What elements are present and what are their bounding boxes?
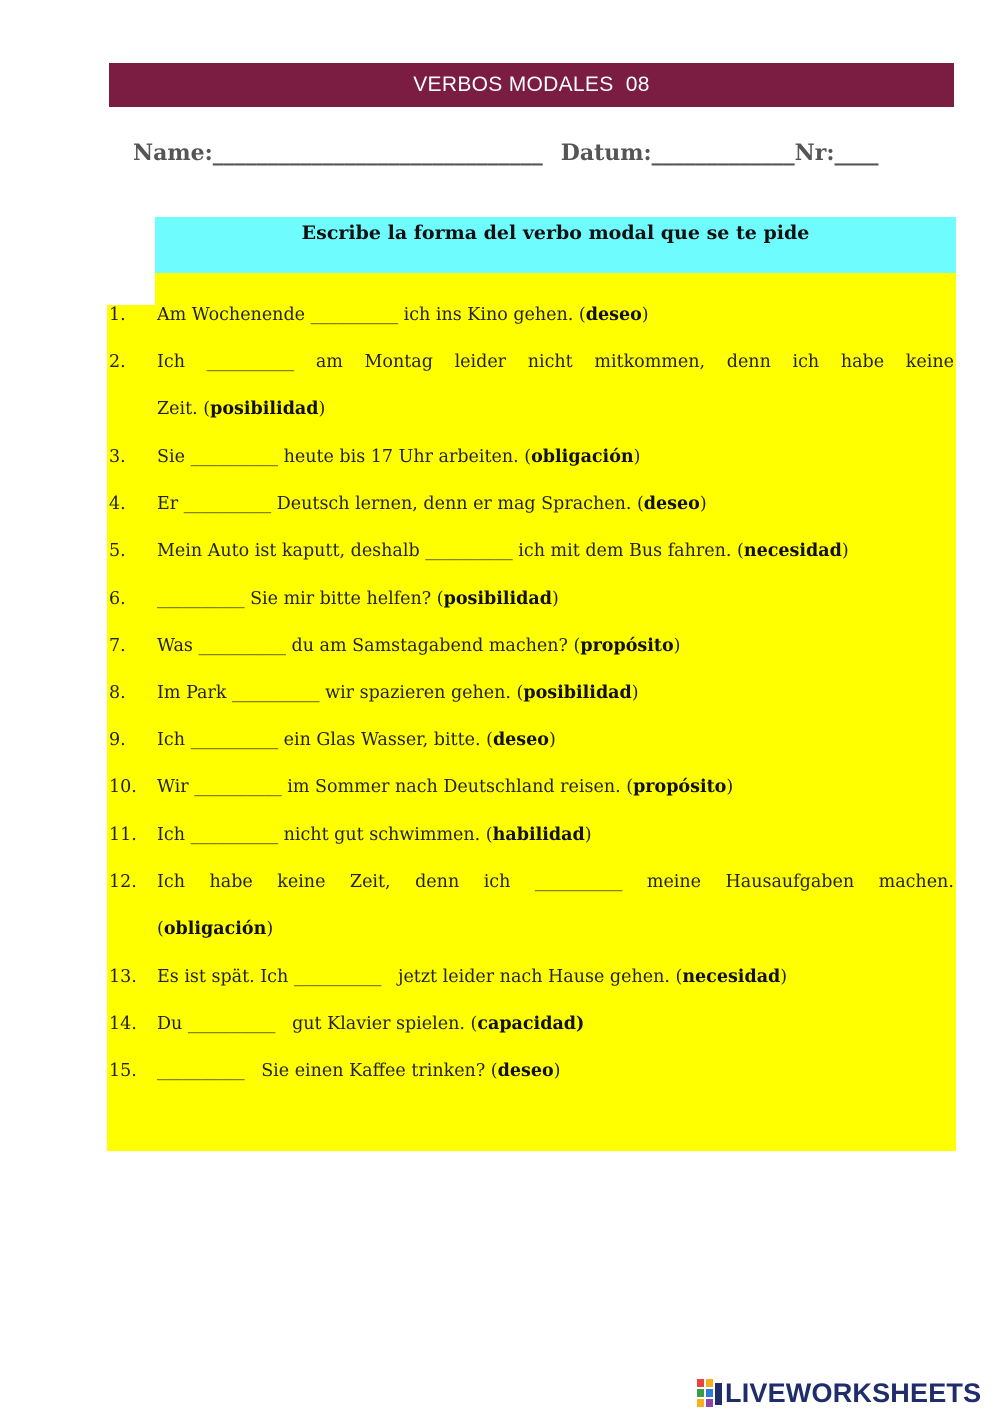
sentence-word: meine bbox=[646, 872, 702, 892]
answer-blank[interactable]: __________ bbox=[232, 683, 320, 703]
exercise-number: 12. bbox=[109, 872, 137, 892]
sentence-start: Ich bbox=[157, 825, 191, 845]
exercise-number: 4. bbox=[109, 494, 126, 514]
hint-word: habilidad bbox=[492, 825, 585, 845]
exercise-number: 9. bbox=[109, 730, 126, 750]
sentence-word: Hausaufgaben bbox=[725, 872, 855, 892]
sentence-end: wir spazieren gehen. ( bbox=[319, 683, 524, 703]
sentence-word: ich bbox=[483, 872, 511, 892]
exercise-number: 10. bbox=[109, 777, 137, 797]
hint-word: propósito bbox=[580, 636, 674, 656]
exercise-number: 6. bbox=[109, 589, 126, 609]
sentence-word: mitkommen, bbox=[594, 352, 706, 372]
sentence-close: ) bbox=[673, 636, 681, 656]
worksheet-title bbox=[109, 63, 954, 107]
sentence-end: du am Samstagabend machen? ( bbox=[285, 636, 581, 656]
exercise-sentence bbox=[157, 447, 954, 467]
sentence-close: ) bbox=[553, 1061, 561, 1081]
instruction-box bbox=[155, 217, 956, 273]
sentence-end: im Sommer nach Deutschland reisen. ( bbox=[281, 777, 634, 797]
answer-blank[interactable]: __________ bbox=[310, 305, 399, 325]
sentence-end: jetzt leider nach Hause gehen. ( bbox=[381, 967, 683, 987]
exercise-number: 1. bbox=[109, 305, 126, 325]
sentence-word: Zeit, bbox=[349, 872, 391, 892]
sentence-word: am bbox=[315, 352, 343, 372]
exercise-sentence bbox=[157, 730, 954, 750]
exercise-number: 13. bbox=[109, 967, 137, 987]
date-field[interactable]: _____________ bbox=[651, 140, 795, 166]
exercise-sentence bbox=[157, 589, 954, 609]
nr-field[interactable]: ____ bbox=[834, 140, 879, 166]
sentence-word: machen. bbox=[878, 872, 954, 892]
exercise-sentence bbox=[157, 541, 954, 561]
exercise-sentence bbox=[157, 967, 954, 987]
student-info-line bbox=[133, 140, 948, 170]
sentence-close: ) bbox=[266, 919, 274, 939]
hint-word: posibilidad bbox=[210, 399, 319, 419]
sentence-word: keine bbox=[277, 872, 326, 892]
answer-blank[interactable]: __________ bbox=[190, 825, 279, 845]
answer-blank[interactable]: __________ bbox=[425, 541, 513, 561]
answer-blank[interactable]: __________ bbox=[187, 1014, 276, 1034]
sentence-close: ) bbox=[584, 825, 592, 845]
answer-blank[interactable]: __________ bbox=[157, 1061, 245, 1081]
sentence-word: denn bbox=[415, 872, 460, 892]
exercise-number: 11. bbox=[109, 825, 137, 845]
liveworksheets-logo-text: LIVEWORKSHEETS bbox=[725, 1377, 982, 1408]
hint-word: deseo bbox=[497, 1061, 554, 1081]
exercise-number: 15. bbox=[109, 1061, 137, 1081]
hint-word: posibilidad bbox=[443, 589, 552, 609]
sentence-close: ) bbox=[726, 777, 734, 797]
exercise-sentence bbox=[157, 494, 954, 514]
exercise-sentence bbox=[157, 872, 954, 892]
sentence-start: Was bbox=[157, 636, 199, 656]
exercise-number: 5. bbox=[109, 541, 126, 561]
answer-blank[interactable]: __________ bbox=[183, 494, 272, 514]
exercise-sentence-continued bbox=[157, 919, 273, 939]
sentence-word: habe bbox=[840, 352, 885, 372]
exercise-sentence bbox=[157, 777, 954, 797]
sentence-end: nicht gut schwimmen. ( bbox=[278, 825, 493, 845]
answer-blank[interactable]: __________ bbox=[194, 777, 282, 797]
hint-word: deseo bbox=[492, 730, 549, 750]
answer-blank[interactable]: __________ bbox=[293, 967, 382, 987]
hint-word: necesidad bbox=[743, 541, 842, 561]
answer-blank[interactable]: __________ bbox=[190, 447, 279, 467]
date-label: Datum: bbox=[560, 140, 652, 166]
hint-word: propósito bbox=[633, 777, 727, 797]
name-label: Name: bbox=[133, 140, 213, 166]
answer-blank[interactable]: __________ bbox=[534, 872, 623, 892]
name-field[interactable]: ______________________________ bbox=[212, 140, 543, 166]
sentence-start: Im Park bbox=[157, 683, 233, 703]
exercise-number: 14. bbox=[109, 1014, 137, 1034]
exercise-number: 8. bbox=[109, 683, 126, 703]
exercise-sentence bbox=[157, 1061, 954, 1081]
instruction-text: Escribe la forma del verbo modal que se te pide bbox=[301, 222, 810, 244]
exercise-number: 7. bbox=[109, 636, 126, 656]
sentence-close: ) bbox=[631, 683, 639, 703]
liveworksheets-logo-icon bbox=[697, 1379, 723, 1407]
sentence-start: Es ist spät. Ich bbox=[157, 967, 294, 987]
answer-blank[interactable]: __________ bbox=[157, 589, 245, 609]
sentence-end: Deutsch lernen, denn er mag Sprachen. ( bbox=[271, 494, 644, 514]
answer-blank[interactable]: __________ bbox=[190, 730, 279, 750]
sentence-end: ich ins Kino gehen. ( bbox=[398, 305, 586, 325]
sentence-text: ( bbox=[157, 919, 164, 939]
answer-blank[interactable]: __________ bbox=[206, 352, 295, 372]
sentence-close: ) bbox=[551, 589, 559, 609]
sentence-start: Sie bbox=[157, 447, 191, 467]
sentence-start: Am Wochenende bbox=[157, 305, 311, 325]
sentence-end: heute bis 17 Uhr arbeiten. ( bbox=[278, 447, 532, 467]
sentence-word: habe bbox=[209, 872, 253, 892]
sentence-word: keine bbox=[905, 352, 954, 372]
hint-word: posibilidad bbox=[523, 683, 632, 703]
sentence-close: ) bbox=[318, 399, 326, 419]
answer-blank[interactable]: __________ bbox=[198, 636, 286, 656]
sentence-word: Montag bbox=[364, 352, 433, 372]
sentence-word: leider bbox=[454, 352, 507, 372]
sentence-close: ) bbox=[548, 730, 556, 750]
exercise-number: 3. bbox=[109, 447, 126, 467]
sentence-start: Er bbox=[157, 494, 184, 514]
sentence-end: Sie einen Kaffee trinken? ( bbox=[244, 1061, 498, 1081]
sentence-word: Ich bbox=[157, 872, 185, 892]
sentence-close: ) bbox=[841, 541, 849, 561]
sentence-word: Ich bbox=[157, 352, 185, 372]
sentence-close: ) bbox=[780, 967, 788, 987]
hint-word: necesidad bbox=[682, 967, 781, 987]
sentence-text: Zeit. ( bbox=[157, 399, 211, 419]
sentence-start: Ich bbox=[157, 730, 191, 750]
sentence-word: denn bbox=[726, 352, 771, 372]
exercise-sentence bbox=[157, 636, 954, 656]
liveworksheets-logo bbox=[697, 1377, 981, 1409]
sentence-start: Du bbox=[157, 1014, 188, 1034]
hint-word: deseo bbox=[643, 494, 700, 514]
sentence-close: ) bbox=[641, 305, 649, 325]
exercise-number: 2. bbox=[109, 352, 126, 372]
nr-label: Nr: bbox=[794, 140, 835, 166]
sentence-end: Sie mir bitte helfen? ( bbox=[244, 589, 444, 609]
hint-word: obligación bbox=[531, 447, 634, 467]
exercise-sentence bbox=[157, 1014, 954, 1034]
sentence-close: ) bbox=[699, 494, 707, 514]
exercise-sentence bbox=[157, 825, 954, 845]
sentence-close: ) bbox=[633, 447, 641, 467]
sentence-end: ein Glas Wasser, bitte. ( bbox=[278, 730, 493, 750]
sentence-start: Wir bbox=[157, 777, 195, 797]
sentence-end: gut Klavier spielen. ( bbox=[275, 1014, 478, 1034]
sentence-start: Mein Auto ist kaputt, deshalb bbox=[157, 541, 426, 561]
sentence-end: ich mit dem Bus fahren. ( bbox=[512, 541, 744, 561]
hint-word: deseo bbox=[585, 305, 642, 325]
exercise-sentence-continued bbox=[157, 399, 325, 419]
exercise-sentence bbox=[157, 683, 954, 703]
exercise-sentence bbox=[157, 352, 954, 372]
worksheet-title-text: VERBOS MODALES 08 bbox=[413, 73, 650, 96]
sentence-word: nicht bbox=[527, 352, 573, 372]
sentence-word: ich bbox=[792, 352, 820, 372]
hint-word: capacidad) bbox=[477, 1014, 585, 1034]
exercise-sentence bbox=[157, 305, 954, 325]
hint-word: obligación bbox=[163, 919, 267, 939]
